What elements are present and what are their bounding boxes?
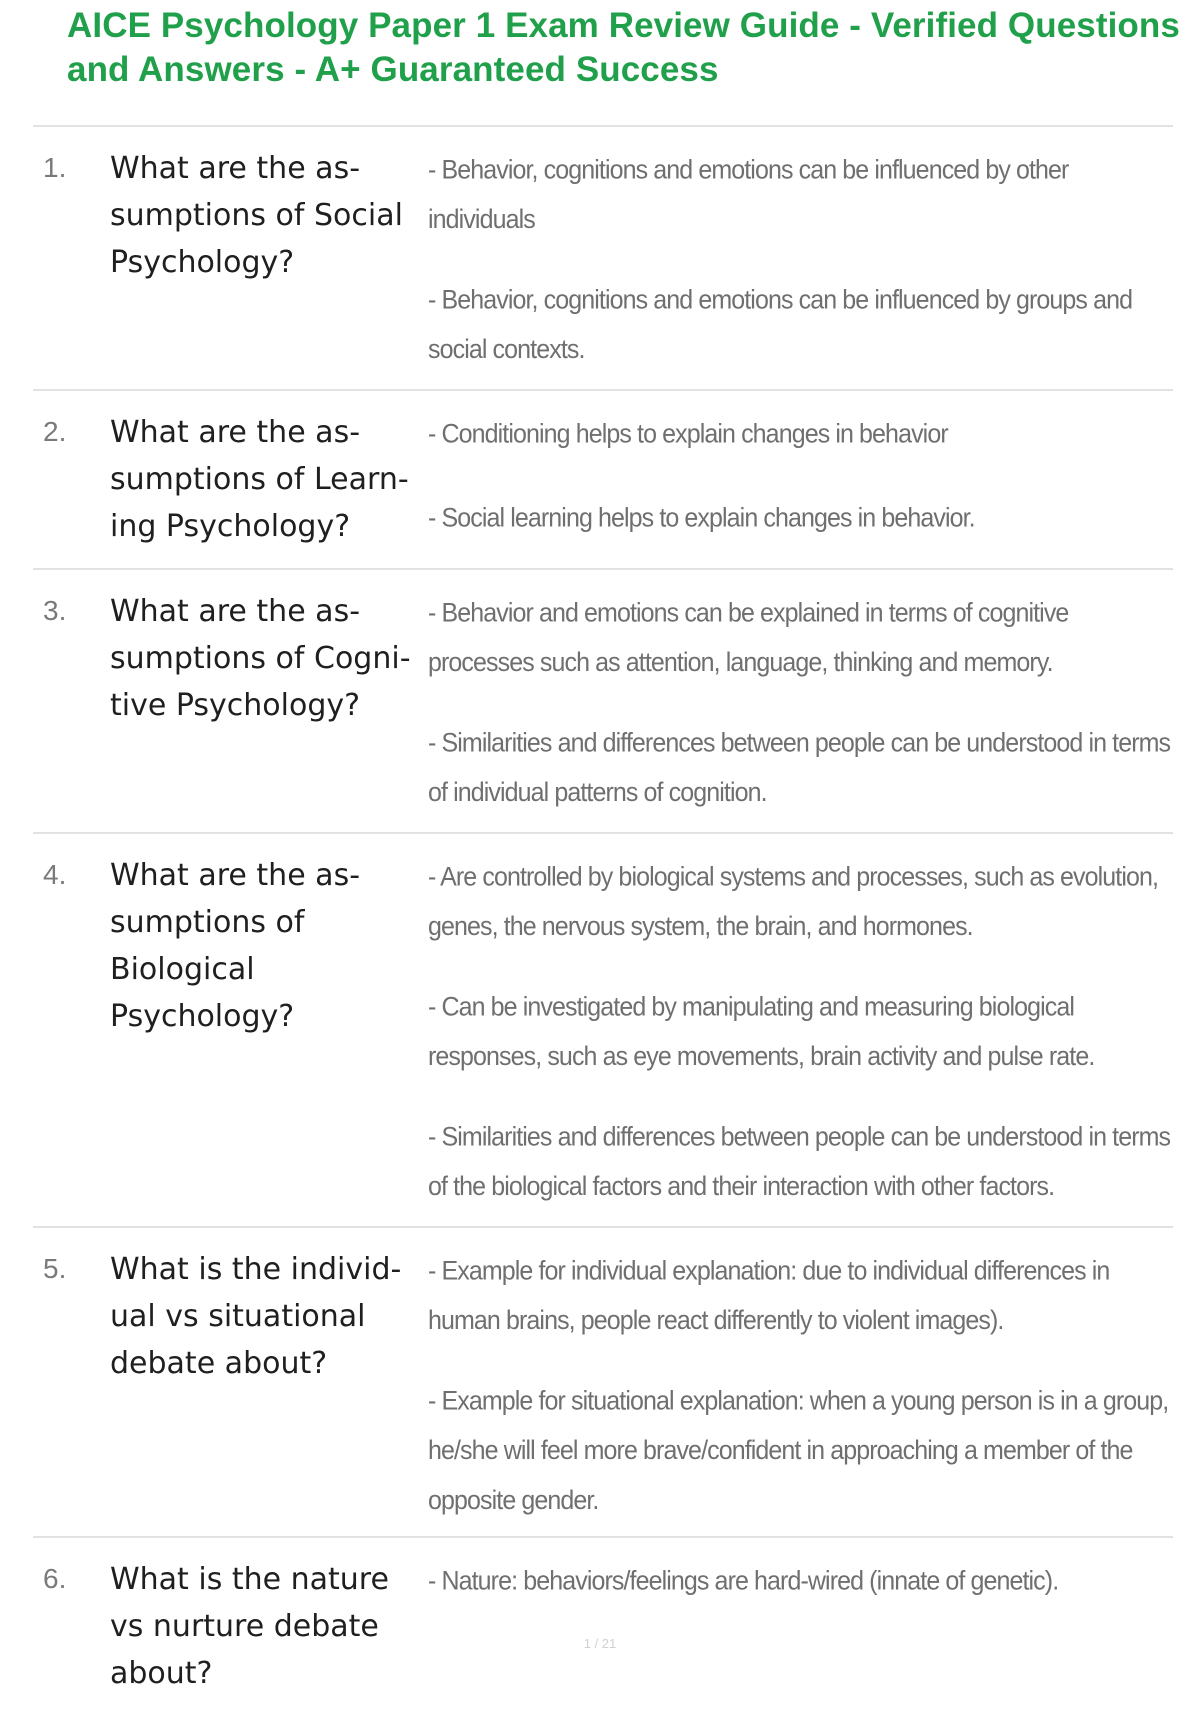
answer-text: - Example for situational explanation: when a young person is in a group, he/she will feel more brave/confident in approaching a member of the opposite gender. xyxy=(428,1385,1169,1516)
answer-text: - Behavior, cognitions and emotions can be influenced by other individuals xyxy=(428,154,1069,235)
answer-text: - Nature: behaviors/feelings are hard-wired (innate of genetic). xyxy=(428,1565,1059,1596)
qa-row xyxy=(33,127,1173,391)
answer-text: - Can be investigated by manipulating and measuring biological responses, such as eye movements, brain activity and pulse rate. xyxy=(428,991,1095,1072)
question-text: What are the assumptions of Social Psychology? xyxy=(110,151,403,280)
answer-list xyxy=(420,145,1173,371)
question-text: What is the nature vs nurture debate about? xyxy=(110,1562,389,1691)
answer-list xyxy=(420,1246,1173,1518)
answer-list xyxy=(420,852,1173,1208)
question-number: 1. xyxy=(43,152,67,183)
qa-row xyxy=(33,834,1173,1228)
question-number: 5. xyxy=(43,1253,67,1284)
answer-list xyxy=(420,409,1173,550)
answer-text: - Social learning helps to explain changes in behavior. xyxy=(428,502,975,533)
question-number: 6. xyxy=(43,1563,67,1594)
answer-text: - Similarities and differences between people can be understood in terms of the biological factors and their interaction with other factors. xyxy=(428,1121,1171,1202)
qa-row xyxy=(33,570,1173,834)
answer-text: - Behavior and emotions can be explained in terms of cognitive processes such as attention, language, thinking and memory. xyxy=(428,597,1069,678)
answer-text: - Behavior, cognitions and emotions can be influenced by groups and social contexts. xyxy=(428,284,1133,365)
page-number: 1 / 21 xyxy=(583,1636,617,1651)
question-text: What are the assumptions of Biological Psychology? xyxy=(110,858,361,1034)
answer-list xyxy=(420,588,1173,814)
question-number: 2. xyxy=(43,416,67,447)
answer-text: - Example for individual explanation: due to individual differences in human brains, people react differently to violent images). xyxy=(428,1255,1110,1336)
question-text: What are the assumptions of Cognitive Psychology? xyxy=(110,594,411,723)
answer-text: - Are controlled by biological systems and processes, such as evolution, genes, the nervous system, the brain, and hormones. xyxy=(428,861,1159,942)
answer-text: - Conditioning helps to explain changes in behavior xyxy=(428,418,948,449)
qa-row xyxy=(33,1538,1173,1715)
question-number: 3. xyxy=(43,595,67,626)
question-text: What are the assumptions of Learning Psychology? xyxy=(110,415,409,544)
qa-row xyxy=(33,391,1173,570)
question-number: 4. xyxy=(43,859,67,890)
question-text: What is the individual vs situational debate about? xyxy=(110,1252,402,1381)
document-title: AICE Psychology Paper 1 Exam Review Guide - Verified Questions and Answers - A+ Guaranteed Success xyxy=(67,6,1180,89)
qa-row xyxy=(33,1228,1173,1538)
answer-text: - Similarities and differences between people can be understood in terms of individual patterns of cognition. xyxy=(428,727,1171,808)
answer-list xyxy=(420,1556,1173,1697)
qa-list xyxy=(33,125,1173,1715)
